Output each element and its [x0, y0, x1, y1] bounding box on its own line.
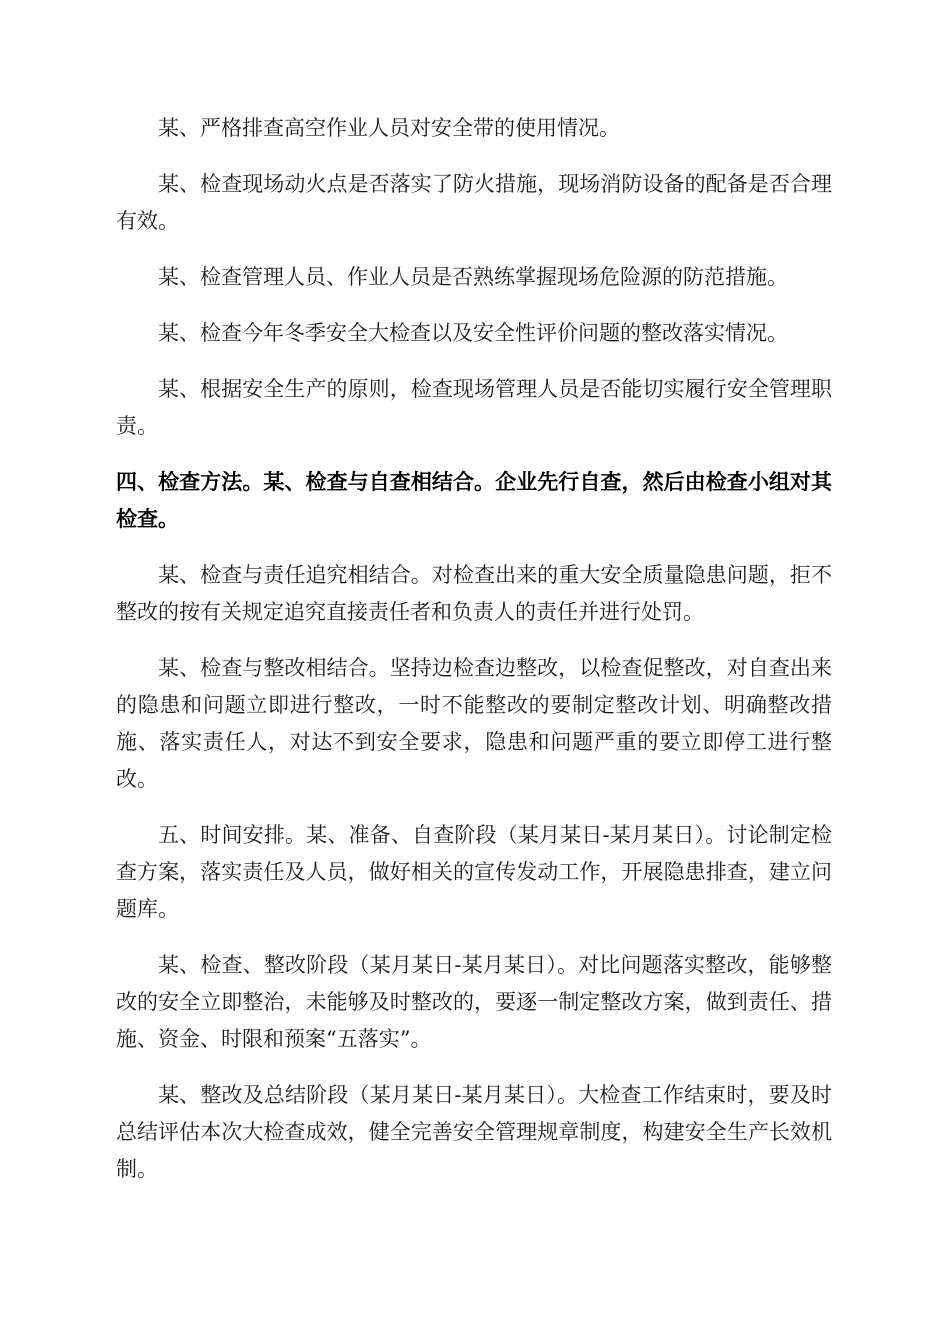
paragraph-schedule-summary: 某、整改及总结阶段（某月某日-某月某日）。大检查工作结束时，要及时总结评估本次大检查成效，健全完善安全管理规章制度，构建安全生产长效机制。 — [116, 1083, 832, 1181]
section-heading-inspection-method: 四、检查方法。某、检查与自查相结合。企业先行自查，然后由检查小组对其检查。 — [116, 470, 832, 531]
paragraph-accountability: 某、检查与责任追究相结合。对检查出来的重大安全质量隐患问题，拒不整改的按有关规定追究直接责任者和负责人的责任并进行处罚。 — [116, 563, 832, 624]
paragraph-winter-inspection-check: 某、检查今年冬季安全大检查以及安全性评价问题的整改落实情况。 — [158, 321, 788, 345]
document-body — [116, 110, 832, 1207]
paragraph-rectification: 某、检查与整改相结合。坚持边检查边整改，以检查促整改，对自查出来的隐患和问题立即进行整改，一时不能整改的要制定整改计划、明确整改措施、落实责任人，对达不到安全要求，隐患和问题严重的要立即停工进行整改。 — [116, 656, 832, 791]
paragraph-schedule-preparation: 五、时间安排。某、准备、自查阶段（某月某日-某月某日）。讨论制定检查方案，落实责任及人员，做好相关的宣传发动工作，开展隐患排查，建立问题库。 — [116, 823, 832, 921]
paragraph-safety-belt-check: 某、严格排查高空作业人员对安全带的使用情况。 — [158, 116, 620, 140]
paragraph-schedule-rectification: 某、检查、整改阶段（某月某日-某月某日）。对比问题落实整改，能够整改的安全立即整治，未能够及时整改的，要逐一制定整改方案，做到责任、措施、资金、时限和预案“五落实”。 — [116, 953, 832, 1051]
paragraph-hazard-prevention-check: 某、检查管理人员、作业人员是否熟练掌握现场危险源的防范措施。 — [158, 265, 788, 289]
paragraph-fire-prevention-check: 某、检查现场动火点是否落实了防火措施，现场消防设备的配备是否合理有效。 — [116, 172, 832, 233]
paragraph-management-duty-check: 某、根据安全生产的原则，检查现场管理人员是否能切实履行安全管理职责。 — [116, 377, 832, 438]
